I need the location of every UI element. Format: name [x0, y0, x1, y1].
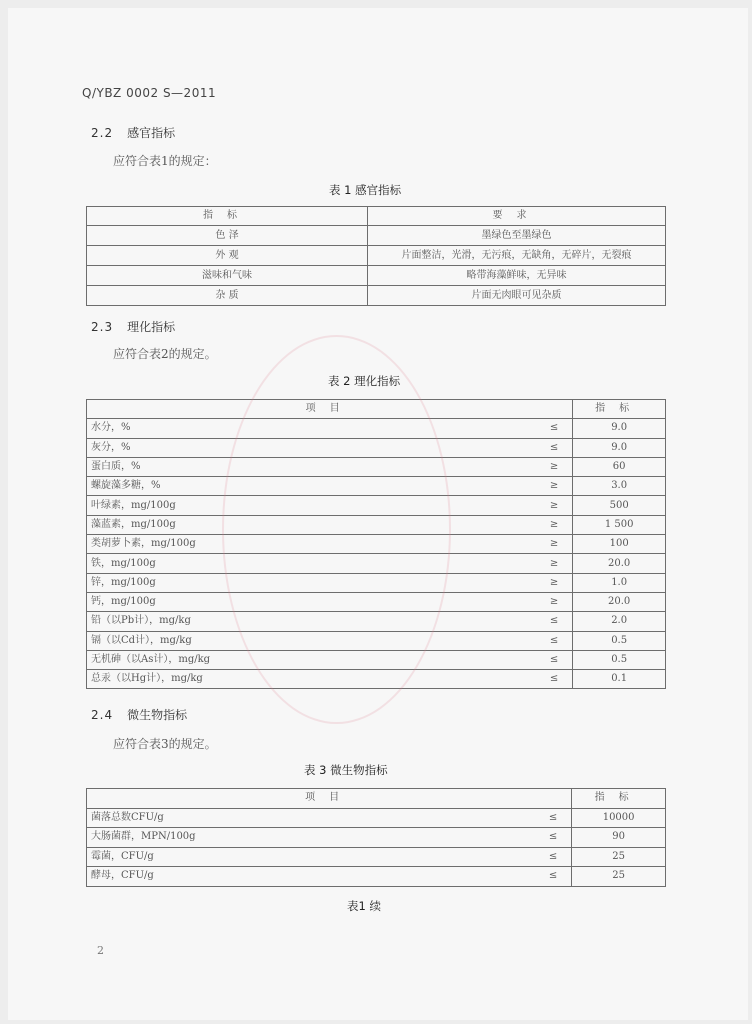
row-item: 蛋白质，% [87, 457, 489, 476]
table-row [87, 419, 666, 438]
table-row [87, 592, 666, 611]
table2-caption: 表 2 理化指标 [328, 374, 401, 388]
row-comparison-symbol: ≤ [488, 670, 573, 689]
row-comparison-symbol: ≤ [488, 612, 573, 631]
section-title: 微生物指标 [127, 708, 188, 722]
row-value: 0.1 [573, 670, 666, 689]
row-indicator: 滋味和气味 [87, 266, 368, 286]
table2-header-item: 项目 [87, 400, 573, 419]
table1-header-indicator: 指标 [87, 207, 368, 226]
row-value: 0.5 [573, 631, 666, 650]
table3-microbial [86, 788, 666, 887]
row-requirement: 略带海藻鲜味，无异味 [368, 266, 666, 286]
row-item: 叶绿素，mg/100g [87, 496, 489, 515]
table-row [87, 226, 666, 246]
row-item: 大肠菌群，MPN/100g [87, 828, 479, 848]
row-comparison-symbol: ≥ [488, 477, 573, 496]
row-value: 60 [573, 457, 666, 476]
section-number: 2.2 [91, 126, 114, 140]
row-value: 9.0 [573, 438, 666, 457]
row-item: 霉菌，CFU/g [87, 847, 479, 867]
row-item: 无机砷（以As计），mg/kg [87, 650, 489, 669]
table-row [87, 438, 666, 457]
page-number: 2 [97, 944, 104, 957]
table-row [87, 847, 666, 867]
table-row [87, 867, 666, 887]
row-item: 灰分，% [87, 438, 489, 457]
table1-caption: 表 1 感官指标 [329, 183, 402, 197]
table3-header-item: 项目 [87, 789, 572, 809]
row-requirement: 片面整洁，光滑，无污痕，无缺角，无碎片，无裂痕 [368, 246, 666, 266]
row-indicator: 外 观 [87, 246, 368, 266]
row-comparison-symbol: ≥ [488, 535, 573, 554]
row-comparison-symbol: ≤ [478, 828, 571, 848]
row-value: 90 [572, 828, 666, 848]
row-item: 钙，mg/100g [87, 592, 489, 611]
section-2-2-note: 应符合表1的规定： [113, 154, 217, 168]
table-row [87, 457, 666, 476]
table-row [87, 535, 666, 554]
section-title: 感官指标 [127, 126, 176, 140]
row-item: 酵母，CFU/g [87, 867, 479, 887]
row-item: 总汞（以Hg计），mg/kg [87, 670, 489, 689]
row-value: 20.0 [573, 554, 666, 573]
table-row [87, 670, 666, 689]
row-comparison-symbol: ≤ [488, 438, 573, 457]
section-2-3-note: 应符合表2的规定。 [113, 347, 217, 361]
section-2-4-heading [91, 706, 187, 723]
row-item: 铁，mg/100g [87, 554, 489, 573]
row-comparison-symbol: ≥ [488, 573, 573, 592]
row-requirement: 墨绿色至墨绿色 [368, 226, 666, 246]
table1-header-requirement: 要求 [368, 207, 666, 226]
row-comparison-symbol: ≤ [488, 650, 573, 669]
row-item: 铅（以Pb计），mg/kg [87, 612, 489, 631]
row-value: 25 [572, 847, 666, 867]
row-value: 1 500 [573, 515, 666, 534]
row-comparison-symbol: ≥ [488, 457, 573, 476]
table-row [87, 496, 666, 515]
section-number: 2.4 [91, 708, 114, 722]
row-value: 20.0 [573, 592, 666, 611]
row-value: 3.0 [573, 477, 666, 496]
table-row [87, 266, 666, 286]
table-row [87, 554, 666, 573]
row-comparison-symbol: ≥ [488, 554, 573, 573]
table-row [87, 828, 666, 848]
table-row [87, 515, 666, 534]
row-comparison-symbol: ≤ [488, 631, 573, 650]
row-item: 螺旋藻多糖，% [87, 477, 489, 496]
table-continuation-label: 表1 续 [347, 899, 381, 913]
table-row [87, 246, 666, 266]
standard-code: Q/YBZ 0002 S—2011 [82, 86, 217, 100]
row-item: 镉（以Cd计），mg/kg [87, 631, 489, 650]
row-item: 藻蓝素，mg/100g [87, 515, 489, 534]
table3-header-value: 指标 [572, 789, 666, 809]
row-comparison-symbol: ≤ [488, 419, 573, 438]
row-item: 菌落总数CFU/g [87, 808, 479, 828]
table2-header-value: 指标 [573, 400, 666, 419]
table-row [87, 808, 666, 828]
row-requirement: 片面无肉眼可见杂质 [368, 286, 666, 306]
row-value: 100 [573, 535, 666, 554]
row-comparison-symbol: ≤ [478, 867, 571, 887]
section-2-2-heading [91, 124, 175, 141]
row-item: 锌，mg/100g [87, 573, 489, 592]
row-comparison-symbol: ≥ [488, 496, 573, 515]
row-value: 2.0 [573, 612, 666, 631]
table3-caption: 表 3 微生物指标 [304, 763, 388, 777]
row-value: 9.0 [573, 419, 666, 438]
row-value: 10000 [572, 808, 666, 828]
row-value: 25 [572, 867, 666, 887]
row-value: 0.5 [573, 650, 666, 669]
row-item: 类胡萝卜素，mg/100g [87, 535, 489, 554]
table-row [87, 286, 666, 306]
table-row [87, 612, 666, 631]
row-comparison-symbol: ≥ [488, 592, 573, 611]
section-number: 2.3 [91, 320, 114, 334]
table-row [87, 650, 666, 669]
row-value: 1.0 [573, 573, 666, 592]
table-row [87, 477, 666, 496]
row-value: 500 [573, 496, 666, 515]
row-comparison-symbol: ≥ [488, 515, 573, 534]
row-indicator: 杂 质 [87, 286, 368, 306]
table-row [87, 573, 666, 592]
table-row [87, 631, 666, 650]
table2-physicochemical [86, 399, 666, 689]
row-comparison-symbol: ≤ [478, 847, 571, 867]
table1-sensory [86, 206, 666, 306]
row-indicator: 色 泽 [87, 226, 368, 246]
section-2-3-heading [91, 318, 175, 335]
section-title: 理化指标 [127, 320, 176, 334]
section-2-4-note: 应符合表3的规定。 [113, 737, 217, 751]
row-item: 水分，% [87, 419, 489, 438]
row-comparison-symbol: ≤ [478, 808, 571, 828]
